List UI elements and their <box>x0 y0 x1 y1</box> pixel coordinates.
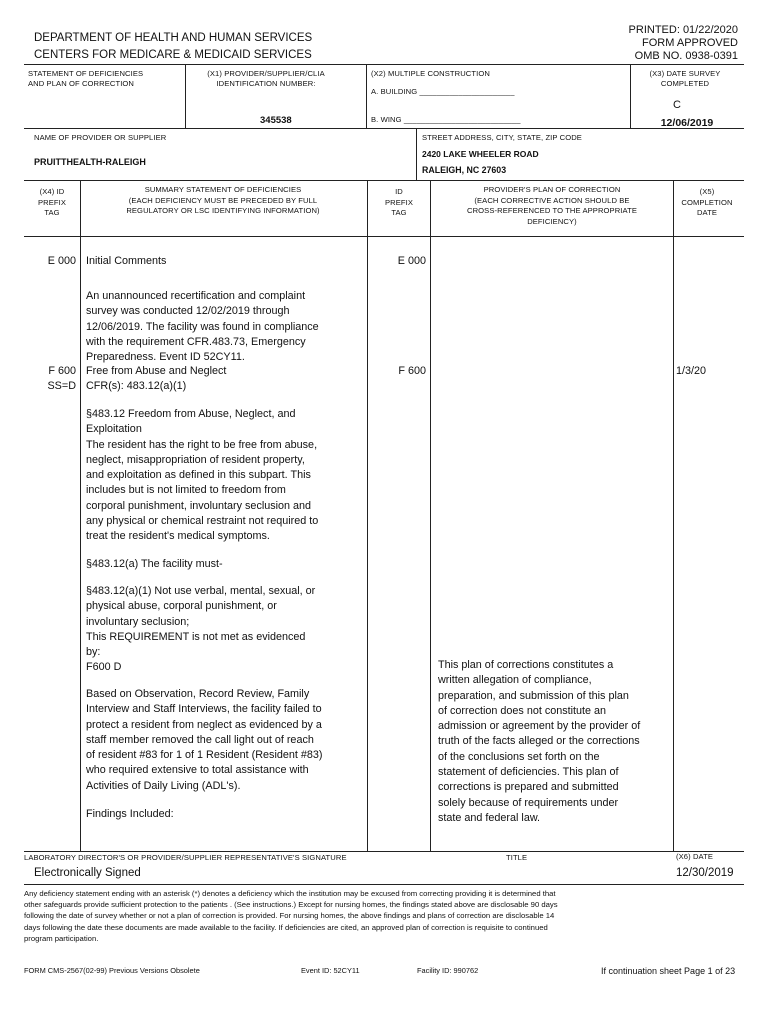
f600-tag-right: F 600 <box>398 365 426 377</box>
plan-of-correction-text: This plan of corrections constitutes a written allegation of compliance, preparation, and submission of this plan of correction does not constitute an admission or agreement by the provider of truth of the facts alleged or the corrections of the conclusions set forth on the statement of deficiencies. This plan of corrections is prepared and submitted solely because of requirements under state and federal law. <box>438 659 641 824</box>
wing-field: B. WING ___________________________ <box>371 115 521 124</box>
signature-date: 12/30/2019 <box>676 867 734 879</box>
regulation-a1: §483.12(a)(1) Not use verbal, mental, sexual, or physical abuse, corporal punishment, or involuntary seclusion; This REQUIREMENT is not met as evidenced by: F600 D <box>86 585 316 674</box>
survey-completed-date: 12/06/2019 <box>660 117 714 129</box>
regulation-a: §483.12(a) The facility must- <box>86 558 223 570</box>
e000-title: Initial Comments <box>86 255 167 267</box>
building-field: A. BUILDING ______________________ <box>371 87 515 96</box>
provider-id-number: 345538 <box>260 115 292 126</box>
street-address: 2420 LAKE WHEELER ROAD <box>422 149 539 159</box>
signature-value: Electronically Signed <box>34 867 141 879</box>
summary-header: SUMMARY STATEMENT OF DEFICIENCIES (EACH DEFICIENCY MUST BE PRECEDED BY FULL REGULATORY OR LSC IDENTIFYING INFORMATION) <box>126 185 320 215</box>
disclaimer: Any deficiency statement ending with an asterisk (*) denotes a deficiency which the institution may be excused from correcting providing it is determined that other safeguards provide sufficient protection to the patients . (See instructions.) Except for nursing homes, the findings stated above are disclosable 90 days following the date of survey whether or not a plan of correction is provided. For nursing homes, the above findings and plans of correction are disclosable 14 days following the date these documents are made available to the facility. If deficiencies are cited, an approved plan of correction is requisite to continued program participation. <box>24 889 558 943</box>
statement-label: STATEMENT OF DEFICIENCIES AND PLAN OF CORRECTION <box>28 69 144 88</box>
event-id: Event ID: 52CY11 <box>301 966 360 975</box>
multiple-construction-label: (X2) MULTIPLE CONSTRUCTION <box>371 69 490 78</box>
facility-id: Facility ID: 990762 <box>417 966 479 975</box>
f600-severity: SS=D <box>47 380 76 392</box>
regulation-text: §483.12 Freedom from Abuse, Neglect, and Exploitation The resident has the right to be free from abuse, neglect, misappropriation of resident property, and exploitation as defined in this subpart. This includes but is not limited to freedom from corporal punishment, involuntary seclusion and any physical or chemical restraint not required to treat the resident's medical symptoms. <box>86 408 319 543</box>
printed-date: PRINTED: 01/22/2020 <box>628 24 738 36</box>
provider-id-label: (X1) PROVIDER/SUPPLIER/CLIA IDENTIFICATION NUMBER: <box>207 69 325 88</box>
observation-text: Based on Observation, Record Review, Family Interview and Staff Interviews, the facility failed to protect a resident from neglect as evidenced by a staff member removed the call light out of reach of resident #83 for 1 of 1 Resident (Resident #83) who required extensive to total assistance with Activities of Daily Living (ADL's). <box>86 688 323 792</box>
survey-completed-label: (X3) DATE SURVEY COMPLETED <box>649 69 721 88</box>
f600-title: Free from Abuse and Neglect CFR(s): 483.12(a)(1) <box>86 365 227 393</box>
plan-header: PROVIDER'S PLAN OF CORRECTION (EACH CORRECTIVE ACTION SHOULD BE CROSS-REFERENCED TO THE APPROPRIATE DEFICIENCY) <box>466 185 638 226</box>
agency-title: CENTERS FOR MEDICARE & MEDICAID SERVICES <box>34 49 312 61</box>
provider-name: PRUITTHEALTH-RALEIGH <box>34 157 146 167</box>
title-label: TITLE <box>506 853 528 862</box>
address-label: STREET ADDRESS, CITY, STATE, ZIP CODE <box>422 133 582 142</box>
provider-name-label: NAME OF PROVIDER OR SUPPLIER <box>34 133 167 142</box>
findings-label: Findings Included: <box>86 808 174 820</box>
completion-header: (X5) COMPLETION DATE <box>681 187 733 217</box>
continuation-page: If continuation sheet Page 1 of 23 <box>601 966 736 976</box>
x4-prefix-header: (X4) ID PREFIX TAG <box>37 187 67 217</box>
city-state-zip: RALEIGH, NC 27603 <box>422 165 507 175</box>
omb-number: OMB NO. 0938-0391 <box>634 50 738 62</box>
id-prefix-header: ID PREFIX TAG <box>384 187 414 217</box>
f600-completion-date: 1/3/20 <box>676 365 707 377</box>
e000-tag-right: E 000 <box>397 255 426 267</box>
e000-tag: E 000 <box>47 255 76 267</box>
signature-label: LABORATORY DIRECTOR'S OR PROVIDER/SUPPLIER REPRESENTATIVE'S SIGNATURE <box>24 853 347 862</box>
form-approved: FORM APPROVED <box>642 37 738 49</box>
survey-type-letter: C <box>673 99 681 111</box>
f600-tag: F 600 <box>48 365 76 377</box>
x6-date-label: (X6) DATE <box>676 852 714 861</box>
e000-comments: An unannounced recertification and complaint survey was conducted 12/02/2019 through 12/06/2019. The facility was found in compliance with the requirement CFR.483.73, Emergency Preparedness. Event ID 52CY11. <box>86 290 319 364</box>
department-title: DEPARTMENT OF HEALTH AND HUMAN SERVICES <box>34 32 313 44</box>
form-number: FORM CMS-2567(02-99) Previous Versions Obsolete <box>24 966 200 975</box>
